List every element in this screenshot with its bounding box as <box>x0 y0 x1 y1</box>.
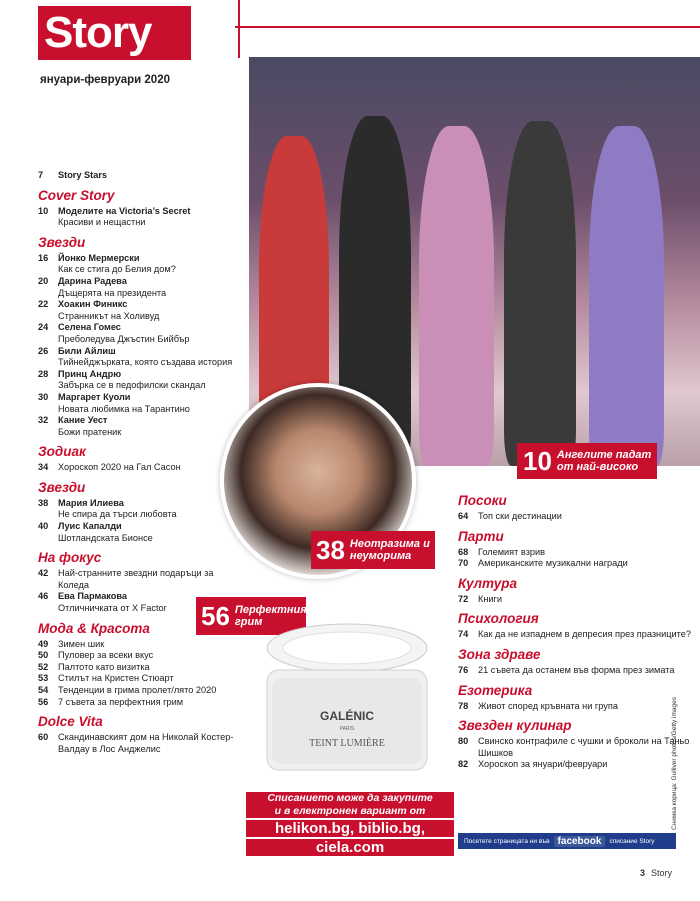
toc-entry-title: Мария Илиева <box>58 497 124 508</box>
toc-entry[interactable] <box>38 568 238 591</box>
toc-page-number: 64 <box>458 511 469 521</box>
toc-entry[interactable] <box>38 322 238 345</box>
toc-page-number: 46 <box>38 591 49 602</box>
toc-entry-subtitle: Книги <box>478 593 503 604</box>
section-heading: Парти <box>458 528 504 544</box>
toc-page-number: 50 <box>38 650 49 661</box>
toc-page-number: 10 <box>38 205 49 216</box>
decorative-red-vertical-line <box>238 0 240 58</box>
toc-page-number: 78 <box>458 700 469 711</box>
section-heading: Звезди <box>38 479 86 495</box>
toc-page-number: 28 <box>38 368 49 379</box>
toc-entry-title: Story Stars <box>58 170 108 180</box>
toc-entry[interactable] <box>38 521 238 544</box>
issue-date: януари-февруари 2020 <box>40 74 170 86</box>
toc-page-number: 20 <box>38 275 49 286</box>
promo-line-2: и в електронен вариант от <box>246 805 454 818</box>
toc-entry-subtitle: Не спира да търси любовта <box>58 509 177 520</box>
toc-entry-subtitle: Зимен шик <box>58 638 105 649</box>
toc-entry-title: Кание Уест <box>58 415 108 426</box>
toc-page-number: 74 <box>458 629 469 640</box>
toc-page-number: 70 <box>458 558 469 569</box>
toc-entry[interactable] <box>38 392 238 415</box>
toc-entry[interactable] <box>458 665 698 677</box>
toc-entry[interactable] <box>458 629 698 641</box>
portrait-page-number: 38 <box>316 534 345 565</box>
toc-entry-subtitle: Скандинавският дом на Николай Костер-Валдау в Лос Анджелис <box>58 732 234 754</box>
product-name: TEINT LUMIÈRE <box>309 738 385 749</box>
toc-entry[interactable] <box>38 206 238 229</box>
toc-entry-subtitle: Палтото като визитка <box>58 661 150 672</box>
angels-tag-text: Ангелите падат от най-високо <box>556 449 652 473</box>
toc-entry-title: Дарина Радева <box>58 275 127 286</box>
toc-entry[interactable] <box>38 498 238 521</box>
toc-page-number: 34 <box>38 462 49 473</box>
table-of-contents-left <box>38 170 238 755</box>
toc-entry-subtitle: Хороскоп за януари/февруари <box>478 759 608 770</box>
toc-entry-subtitle: Как се стига до Белия дом? <box>58 264 176 275</box>
toc-entry[interactable] <box>38 685 238 697</box>
toc-entry-subtitle: Преболедува Джъстин Бийбър <box>58 333 190 344</box>
toc-entry-title: Били Айлиш <box>58 345 116 356</box>
promo-sites-1[interactable]: helikon.bg, biblio.bg, <box>246 820 454 837</box>
toc-entry-subtitle: Шотландската Бионсе <box>58 532 153 543</box>
toc-entry[interactable] <box>38 346 238 369</box>
section-heading: Звезди <box>38 234 86 250</box>
toc-entry[interactable] <box>38 170 238 182</box>
toc-entry-subtitle: Божи пратеник <box>58 426 122 437</box>
toc-entry-subtitle: Тенденции в грима пролет/лято 2020 <box>58 685 217 695</box>
toc-entry-title: Луис Капалди <box>58 521 122 532</box>
section-heading: Звезден кулинар <box>458 718 572 734</box>
toc-entry-title: Селена Гомес <box>58 322 121 333</box>
product-brand-sub: PARIS <box>339 726 355 732</box>
toc-entry[interactable] <box>38 591 238 614</box>
toc-entry[interactable] <box>458 701 698 713</box>
facebook-banner-text-before: Посетете страницата ни във <box>464 837 550 845</box>
toc-entry-subtitle: Най-странните звездни подаръци за Коледа <box>58 568 214 590</box>
facebook-banner[interactable] <box>458 833 676 849</box>
section-heading: Езотерика <box>458 682 533 698</box>
toc-page-number: 56 <box>38 696 49 707</box>
toc-page-number: 49 <box>38 638 49 649</box>
model-figure <box>504 121 576 466</box>
toc-page-number: 60 <box>38 732 49 743</box>
toc-page-number: 42 <box>38 568 49 579</box>
toc-entry-subtitle: Странникът на Холивуд <box>58 310 160 321</box>
toc-page-number: 40 <box>38 521 49 532</box>
toc-entry[interactable] <box>38 276 238 299</box>
promo-box <box>246 792 454 856</box>
product-brand: GALÉNIC <box>320 709 374 723</box>
portrait-story-tag <box>311 531 435 569</box>
toc-page-number: 26 <box>38 345 49 356</box>
toc-entry-subtitle: Хороскоп 2020 на Гал Сасон <box>58 462 181 473</box>
toc-entry-subtitle: Красиви и нещастни <box>58 217 146 228</box>
section-heading: Психология <box>458 611 539 627</box>
toc-page-number: 80 <box>458 736 469 747</box>
toc-entry-title: Хоакин Финикс <box>58 299 128 310</box>
toc-page-number: 76 <box>458 664 469 675</box>
section-heading: Зона здраве <box>458 646 541 662</box>
toc-entry[interactable] <box>458 511 698 523</box>
section-heading: На фокус <box>38 550 102 566</box>
toc-entry[interactable] <box>38 673 238 685</box>
toc-page-number: 82 <box>458 759 469 770</box>
makeup-page-number: 56 <box>201 600 230 631</box>
toc-entry-subtitle: 21 съвета да останем във форма през зимата <box>478 664 675 675</box>
page-footer-label: Story <box>651 868 673 878</box>
toc-entry-subtitle: Топ ски дестинации <box>478 511 562 521</box>
toc-entry[interactable] <box>38 299 238 322</box>
toc-page-number: 54 <box>38 685 49 695</box>
toc-entry-subtitle: Свинско контрафиле с чушки и броколи на Таньо Шишков <box>478 736 690 758</box>
toc-entry-subtitle: Новата любимка на Тарантино <box>58 403 190 414</box>
toc-entry[interactable] <box>38 650 238 662</box>
toc-entry-subtitle: Отличничката от X Factor <box>58 603 167 614</box>
table-of-contents-right <box>458 487 698 771</box>
toc-entry-subtitle: Американските музикални награди <box>478 558 628 569</box>
section-heading: Мода & Красота <box>38 620 150 636</box>
angels-story-tag <box>517 443 657 479</box>
toc-page-number: 68 <box>458 546 469 557</box>
toc-page-number: 72 <box>458 593 469 604</box>
section-heading: Dolce Vita <box>38 714 103 730</box>
toc-entry[interactable] <box>38 732 238 755</box>
page-number: 3 <box>640 868 646 878</box>
toc-entry[interactable] <box>458 558 698 570</box>
toc-entry-title: Принц Андрю <box>58 368 122 379</box>
photo-credit: Снимка корица: Gulliver photos/Getty images <box>671 697 678 830</box>
toc-page-number: 16 <box>38 252 49 263</box>
section-heading: Посоки <box>458 493 507 508</box>
toc-page-number: 53 <box>38 673 49 684</box>
portrait-tag-text: Неотразима и неуморима <box>349 538 430 562</box>
toc-entry[interactable] <box>38 639 238 651</box>
toc-entry-subtitle: Големият взрив <box>478 546 546 557</box>
toc-page-number: 7 <box>38 170 44 180</box>
toc-entry-subtitle: Пуловер за всеки вкус <box>58 650 154 661</box>
toc-entry-title: Моделите на Victoria’s Secret <box>58 205 191 216</box>
model-figure <box>589 126 664 466</box>
toc-entry[interactable] <box>458 547 698 559</box>
decorative-red-horizontal-line <box>235 26 700 28</box>
toc-page-number: 24 <box>38 322 49 333</box>
toc-entry[interactable] <box>38 662 238 674</box>
toc-page-number: 22 <box>38 299 49 310</box>
toc-entry-subtitle: Тийнейджърката, която създава история <box>58 357 233 368</box>
toc-entry[interactable] <box>38 697 238 709</box>
model-figure <box>419 126 494 466</box>
toc-entry-subtitle: Живот според кръвната ни група <box>478 700 618 711</box>
toc-entry[interactable] <box>458 736 698 759</box>
promo-line-1: Списанието може да закупите <box>246 792 454 805</box>
toc-entry[interactable] <box>38 415 238 438</box>
toc-entry[interactable] <box>38 462 238 474</box>
toc-entry-subtitle: Забърка се в педофилски скандал <box>58 380 206 391</box>
toc-page-number: 52 <box>38 661 49 672</box>
toc-entry[interactable] <box>38 369 238 392</box>
toc-entry-subtitle: Как да не изпаднем в депресия през празниците? <box>478 629 691 640</box>
facebook-logo[interactable]: facebook <box>554 836 606 847</box>
toc-page-number: 32 <box>38 415 49 426</box>
angels-page-number: 10 <box>523 445 552 476</box>
toc-entry-title: Маргарет Куоли <box>58 391 131 402</box>
toc-page-number: 38 <box>38 497 49 508</box>
toc-entry-subtitle: Стилът на Кристен Стюарт <box>58 673 174 684</box>
story-logo: Story <box>38 6 191 60</box>
toc-page-number: 30 <box>38 391 49 402</box>
toc-entry[interactable] <box>458 759 698 771</box>
section-heading: Култура <box>458 575 517 591</box>
promo-sites-2[interactable]: ciela.com <box>246 839 454 856</box>
toc-entry-title: Ева Пармакова <box>58 591 128 602</box>
section-heading: Cover Story <box>38 187 115 203</box>
galenic-cream-jar <box>258 600 436 785</box>
toc-entry-subtitle: Дъщерята на президента <box>58 287 167 298</box>
toc-entry[interactable] <box>458 594 698 606</box>
toc-entry[interactable] <box>38 253 238 276</box>
facebook-banner-text-after: списание Story <box>609 837 655 845</box>
page-footer <box>640 868 672 878</box>
section-heading: Зодиак <box>38 444 86 460</box>
toc-entry-subtitle: 7 съвета за перфектния грим <box>58 696 184 707</box>
toc-entry-title: Йонко Мермерски <box>58 252 140 263</box>
makeup-tag-text: Перфектният грим <box>234 604 317 628</box>
